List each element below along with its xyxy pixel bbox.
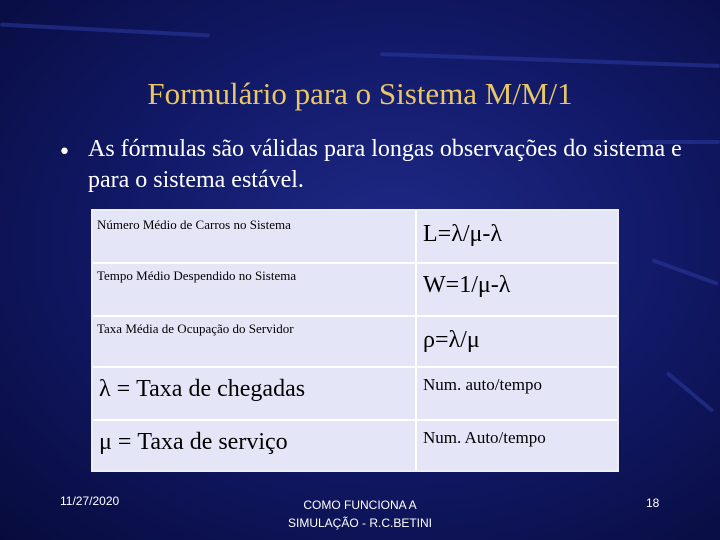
table-row-value: L=λ/μ-λ [423, 221, 502, 247]
table-row-value: Num. auto/tempo [423, 375, 542, 394]
table-row-divider [93, 262, 617, 264]
table-row-label: Número Médio de Carros no Sistema [97, 217, 291, 232]
formula-table [91, 209, 619, 472]
table-row-divider [93, 366, 617, 368]
slide-title: Formulário para o Sistema M/M/1 [147, 76, 573, 111]
table-row-divider [93, 419, 617, 421]
table-row-value: Num. Auto/tempo [423, 428, 546, 447]
table-row-value: W=1/μ-λ [423, 272, 511, 298]
page-number: 18 [646, 496, 660, 510]
table-row-label: Taxa Média de Ocupação do Servidor [97, 321, 294, 336]
footer-date: 11/27/2020 [60, 494, 120, 508]
table-row-value: ρ=λ/μ [423, 327, 480, 353]
bullet-text: As fórmulas são válidas para longas observações do sistema e para o sistema estável. [88, 136, 682, 193]
footer-center-line: COMO FUNCIONA A [303, 498, 417, 512]
footer-center-line: SIMULAÇÃO - R.C.BETINI [287, 516, 433, 530]
table-row-divider [93, 315, 617, 317]
table-row-label: μ = Taxa de serviço [99, 429, 288, 455]
table-row-label: Tempo Médio Despendido no Sistema [97, 268, 297, 283]
table-column-divider [415, 211, 417, 470]
bullet-marker: • [58, 140, 71, 165]
table-row-label: λ = Taxa de chegadas [99, 376, 306, 402]
footer-center-text [260, 496, 460, 532]
